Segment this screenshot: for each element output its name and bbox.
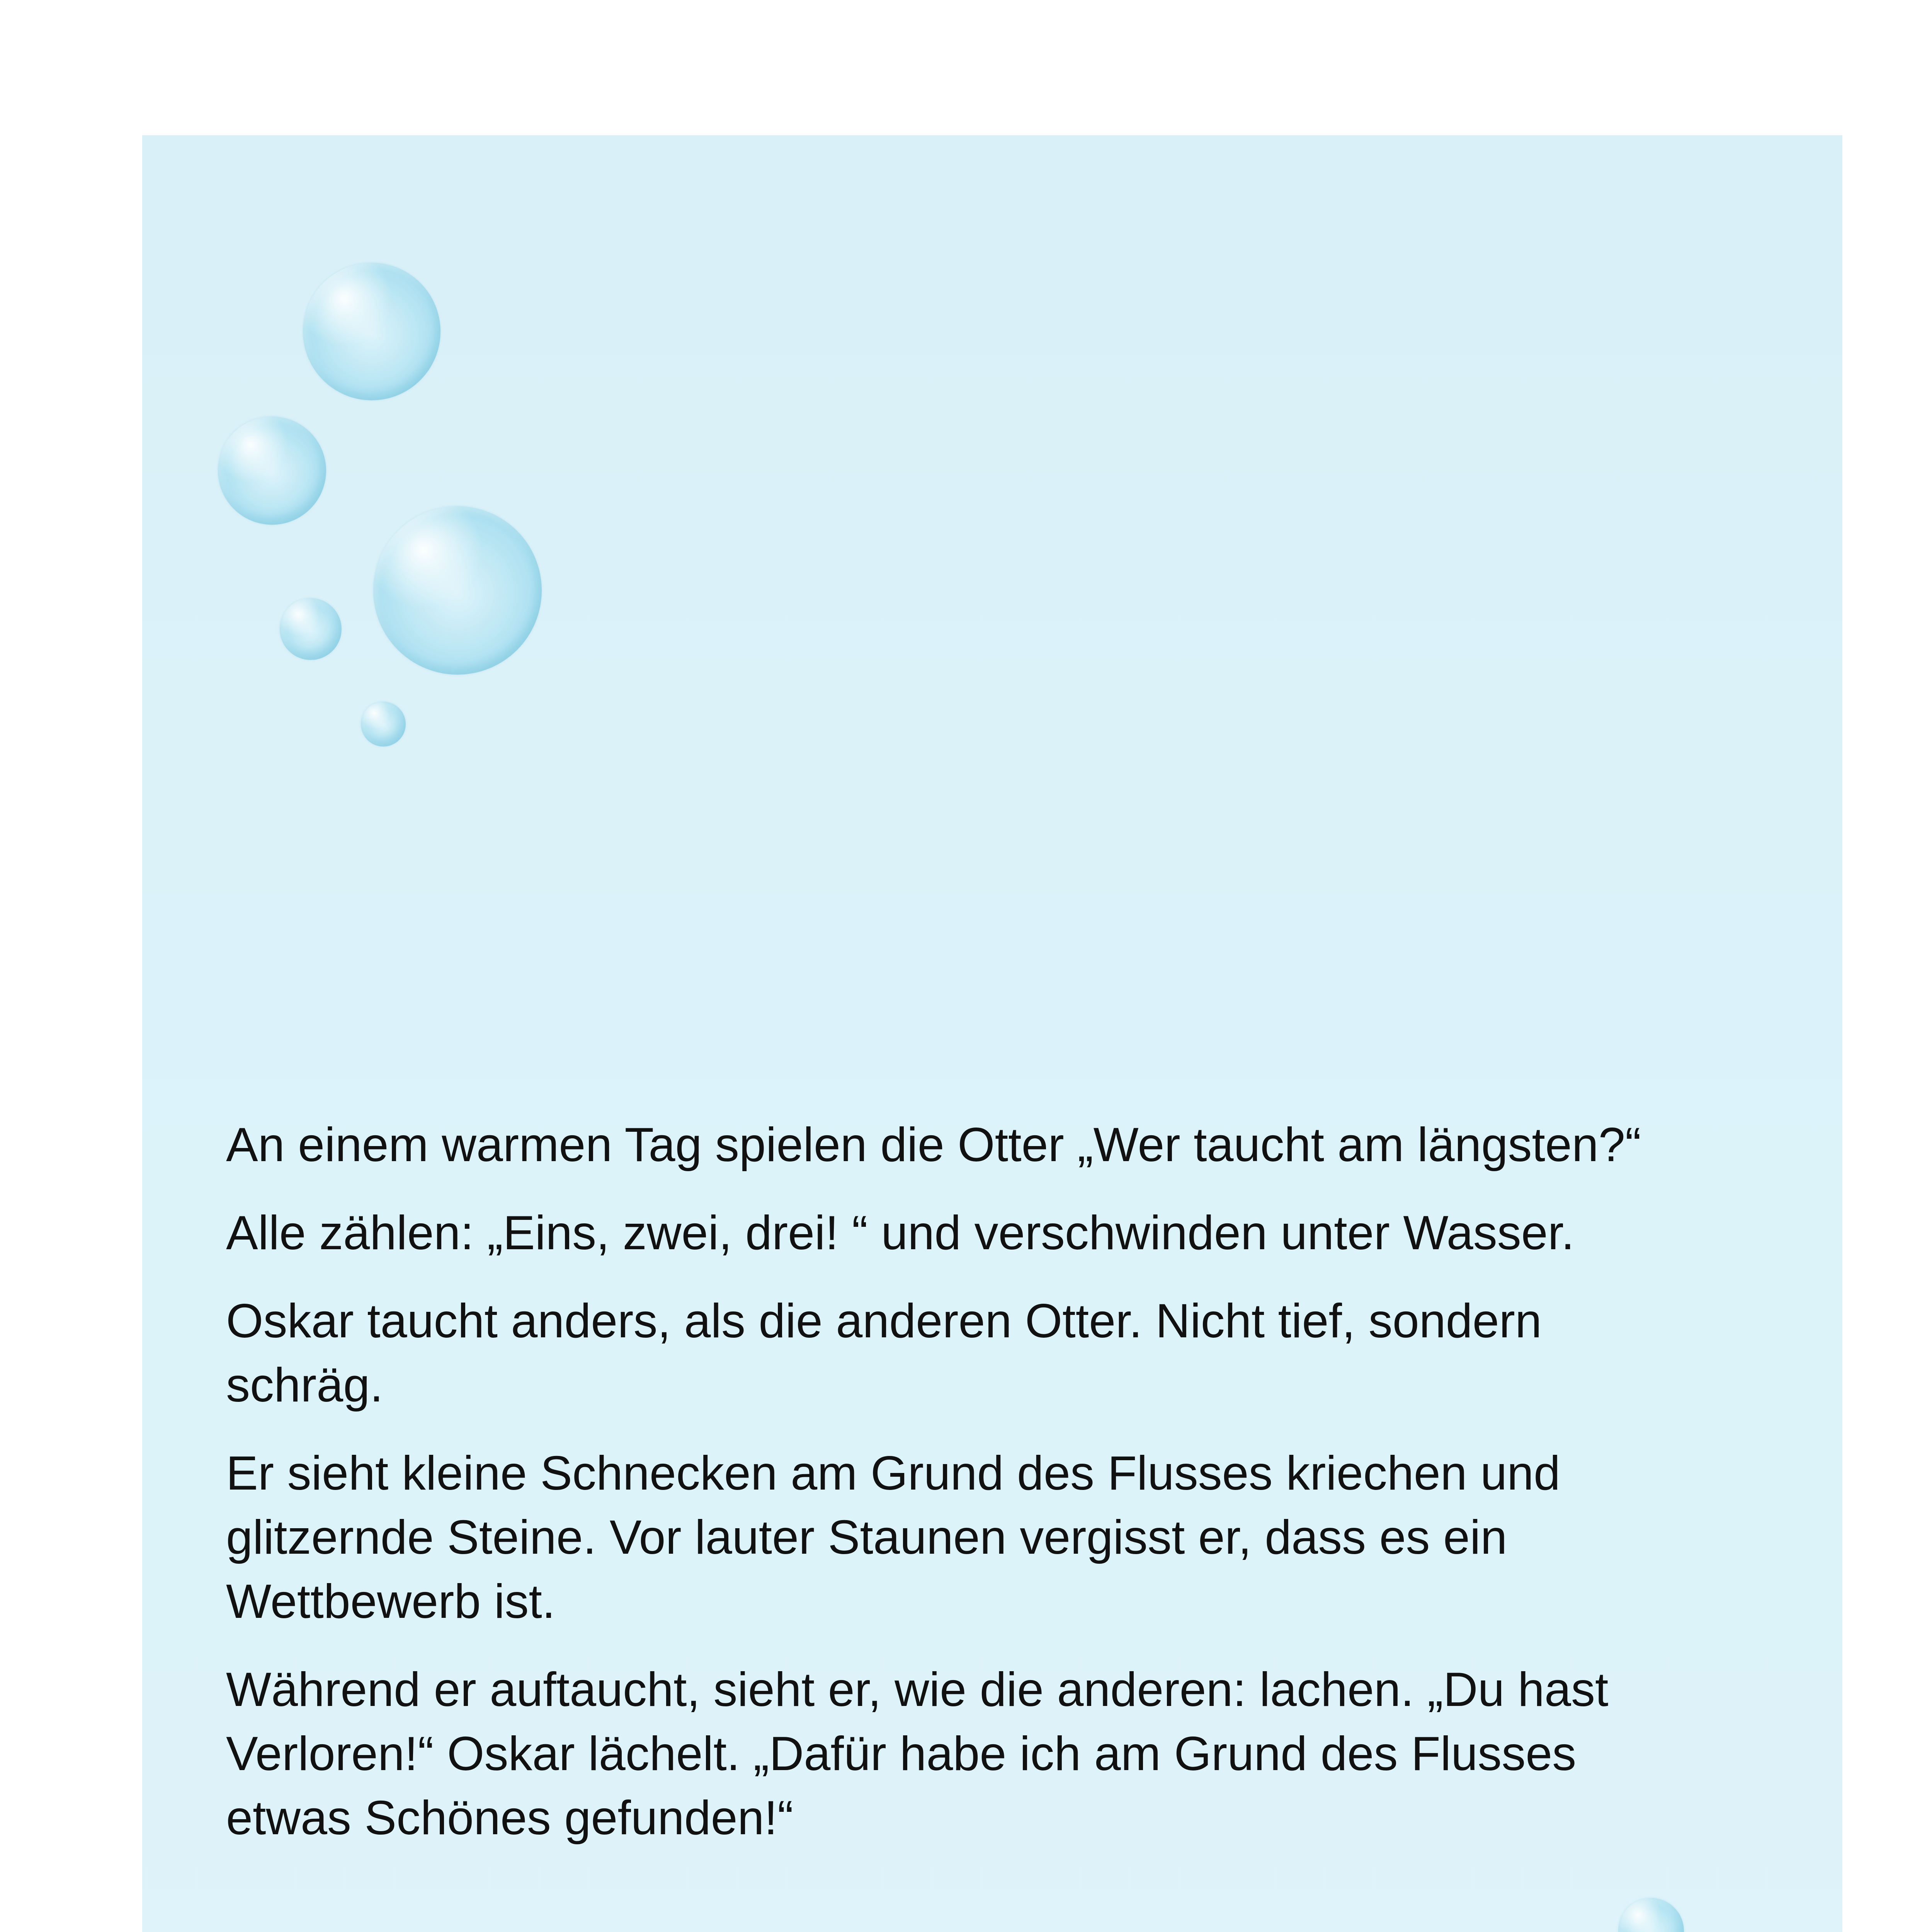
- bubble-decoration: [280, 598, 342, 660]
- bubble-decoration: [1618, 1898, 1684, 1932]
- bubble-decoration: [218, 417, 326, 525]
- story-text: [226, 1113, 1791, 1874]
- story-paragraph: Oskar taucht anders, als die anderen Otter. Nicht tief, sondern schräg.: [226, 1294, 1542, 1412]
- bubble-decoration: [303, 263, 440, 400]
- story-paragraph: An einem warmen Tag spielen die Otter „Wer taucht am längsten?“: [226, 1118, 1641, 1172]
- bubble-decoration: [361, 702, 406, 747]
- story-paragraph: Alle zählen: „Eins, zwei, drei! “ und verschwinden unter Wasser.: [226, 1206, 1575, 1260]
- bubble-decoration: [373, 506, 542, 675]
- story-paragraph: Er sieht kleine Schnecken am Grund des Flusses kriechen und glitzernde Steine. Vor lauter Staunen vergisst er, dass es ein Wettbewerb ist.: [226, 1447, 1561, 1628]
- story-paragraph: Während er auftaucht, sieht er, wie die anderen: lachen. „Du hast Verloren!“ Oskar lächelt. „Dafür habe ich am Grund des Flusses etwas Schönes gefunden!“: [226, 1663, 1609, 1845]
